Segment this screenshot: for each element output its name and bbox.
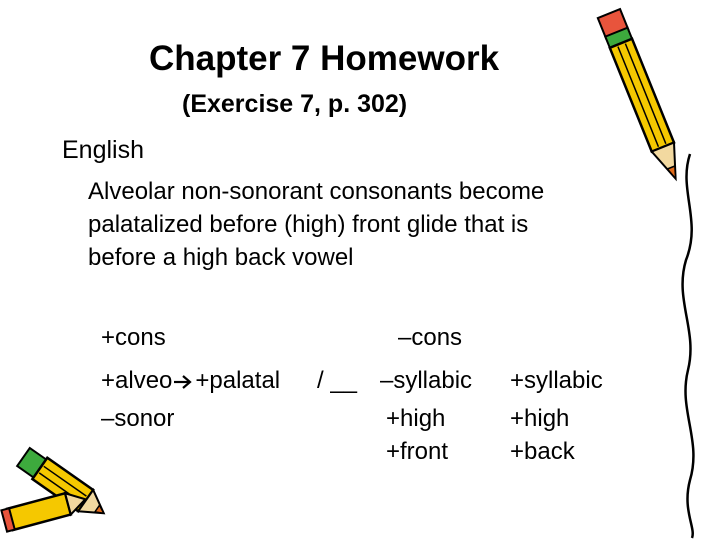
pencil-icon-bottom-left <box>0 430 120 540</box>
rule-environment: / __ <box>317 367 358 394</box>
rule-glide-feature: –syllabic <box>380 367 473 394</box>
rule-input-feature: +cons <box>101 324 166 351</box>
description-line: palatalized before (high) front glide that is <box>88 211 529 238</box>
decorative-squiggle <box>668 150 716 540</box>
rule-input-feature-label: +alveo <box>101 367 173 394</box>
rule-vowel-feature: +high <box>510 405 570 432</box>
slide-title: Chapter 7 Homework <box>148 39 500 78</box>
rule-glide-feature: –cons <box>398 324 463 351</box>
rule-vowel-feature: +syllabic <box>510 367 603 394</box>
rule-glide-feature: +high <box>386 405 446 432</box>
rule-vowel-feature: +back <box>510 438 575 465</box>
rule-input-feature: –sonor <box>101 405 175 432</box>
description-line: Alveolar non-sonorant consonants become <box>88 178 545 205</box>
description <box>88 175 648 274</box>
rule-glide-feature: +front <box>386 438 449 465</box>
slide-subtitle: (Exercise 7, p. 302) <box>182 90 408 118</box>
description-line: before a high back vowel <box>88 244 354 271</box>
right-arrow-icon <box>173 373 193 391</box>
section-heading: English <box>62 136 144 164</box>
rule-input-feature <box>101 366 280 396</box>
rule-output: +palatal <box>195 367 281 394</box>
